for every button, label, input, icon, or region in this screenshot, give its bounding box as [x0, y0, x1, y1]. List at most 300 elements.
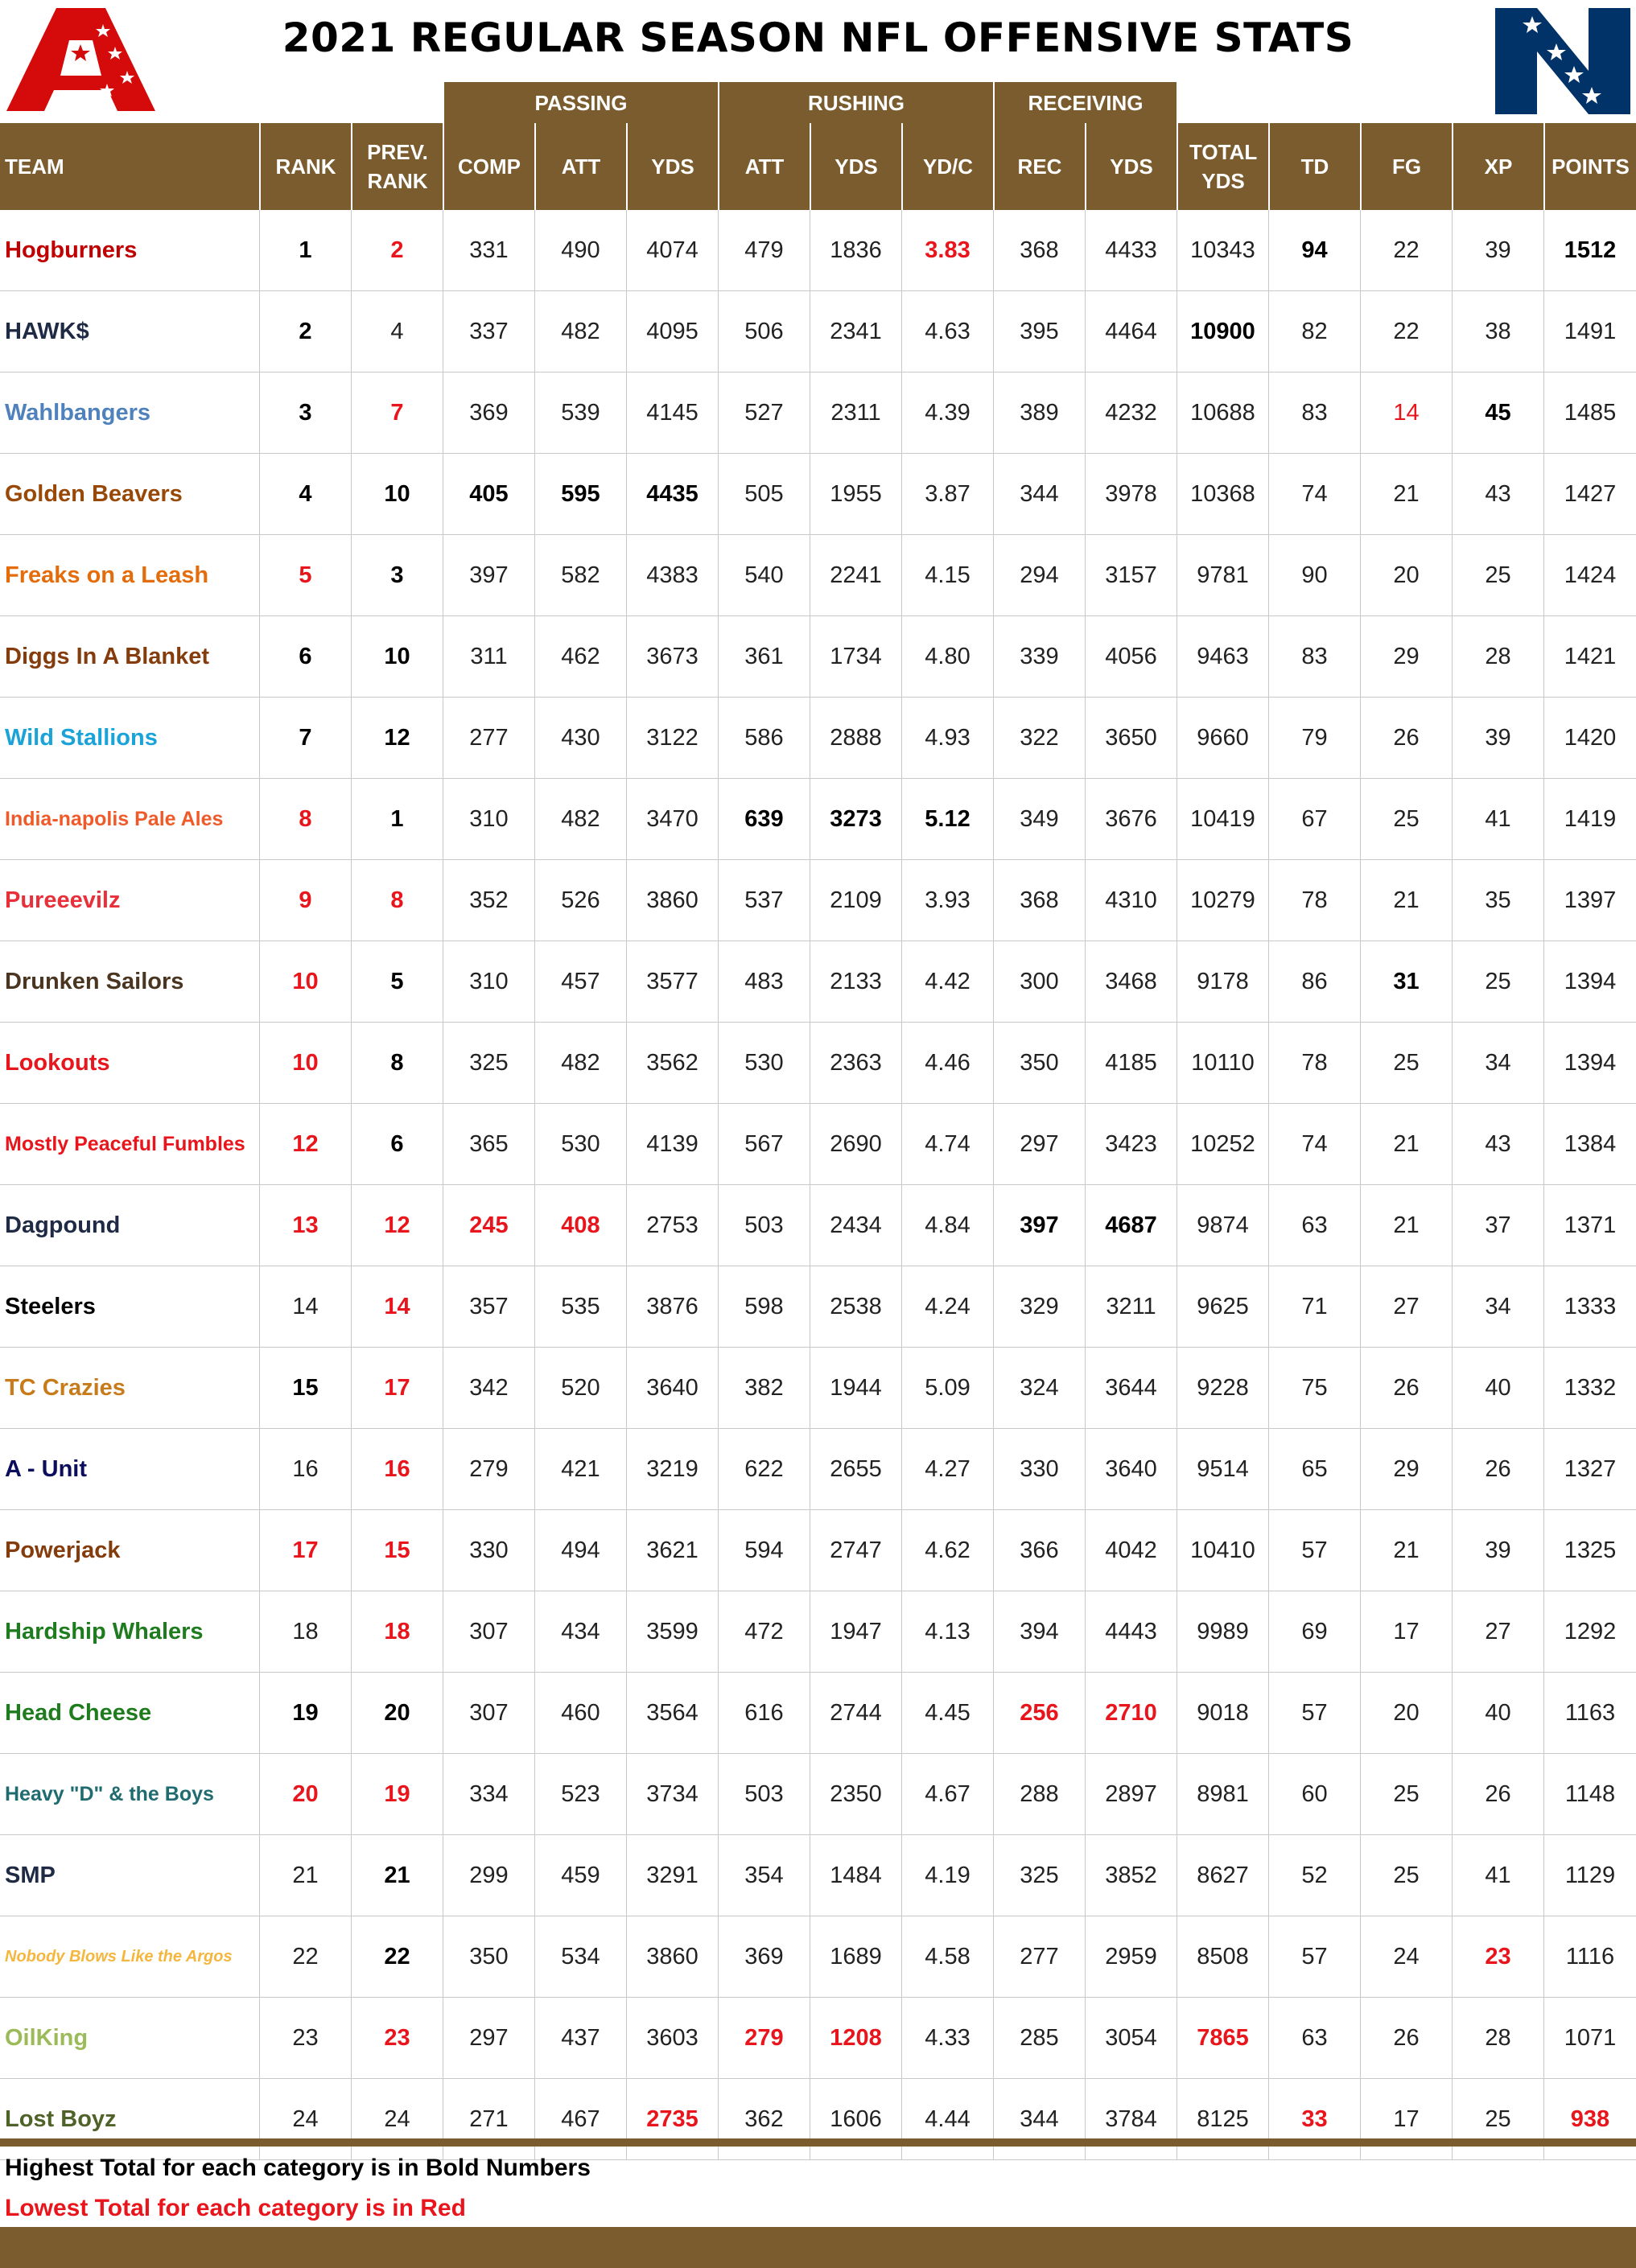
cell-rec-yds: 3784: [1085, 2079, 1177, 2159]
cell-rank: 17: [259, 1510, 351, 1591]
cell-rank: 2: [259, 291, 351, 372]
cell-prev-rank: 16: [351, 1429, 443, 1509]
cell-fg: 20: [1360, 1673, 1452, 1753]
cell-rush-yds: 1947: [810, 1591, 901, 1672]
cell-pass-att: 482: [534, 1023, 626, 1103]
cell-pass-yds: 2753: [626, 1185, 718, 1266]
cell-pass-yds: 3640: [626, 1348, 718, 1428]
table-row: [0, 1998, 1636, 2079]
cell-rank: 24: [259, 2079, 351, 2159]
cell-fg: 21: [1360, 860, 1452, 941]
cell-pass-yds: 3291: [626, 1835, 718, 1916]
cell-td: 65: [1268, 1429, 1360, 1509]
cell-pass-comp: 342: [443, 1348, 534, 1428]
cell-rank: 3: [259, 373, 351, 453]
cell-prev-rank: 10: [351, 454, 443, 534]
team-name: Hardship Whalers: [5, 1618, 204, 1644]
cell-prev-rank: 8: [351, 860, 443, 941]
table-row: [0, 1185, 1636, 1266]
cell-xp: 25: [1452, 535, 1543, 615]
cell-rec-yds: 3211: [1085, 1266, 1177, 1347]
cell-prev-rank: 6: [351, 1104, 443, 1184]
table-row: [0, 860, 1636, 941]
cell-yd-per-carry: 4.45: [901, 1673, 993, 1753]
cell-total-yds: 10343: [1177, 210, 1268, 290]
cell-points: 1384: [1543, 1104, 1636, 1184]
cell-pass-att: 408: [534, 1185, 626, 1266]
cell-pass-comp: 277: [443, 698, 534, 778]
cell-total-yds: 9781: [1177, 535, 1268, 615]
cell-rank: 13: [259, 1185, 351, 1266]
table-row: [0, 535, 1636, 616]
table-row: [0, 1266, 1636, 1348]
table-row: [0, 454, 1636, 535]
cell-rush-yds: 2434: [810, 1185, 901, 1266]
cell-td: 71: [1268, 1266, 1360, 1347]
cell-rush-att: 639: [718, 779, 810, 859]
cell-prev-rank: 18: [351, 1591, 443, 1672]
table-row: [0, 373, 1636, 454]
cell-yd-per-carry: 4.13: [901, 1591, 993, 1672]
cell-pass-att: 467: [534, 2079, 626, 2159]
cell-rank: 10: [259, 1023, 351, 1103]
cell-rank: 8: [259, 779, 351, 859]
cell-pass-att: 459: [534, 1835, 626, 1916]
cell-rush-yds: 2888: [810, 698, 901, 778]
cell-pass-yds: 3564: [626, 1673, 718, 1753]
cell-pass-comp: 350: [443, 1916, 534, 1997]
cell-rank: 12: [259, 1104, 351, 1184]
cell-td: 78: [1268, 1023, 1360, 1103]
cell-yd-per-carry: 4.27: [901, 1429, 993, 1509]
cell-rank: 20: [259, 1754, 351, 1834]
cell-yd-per-carry: 4.63: [901, 291, 993, 372]
cell-td: 90: [1268, 535, 1360, 615]
team-name: Steelers: [5, 1293, 96, 1319]
page-title: 2021 REGULAR SEASON NFL OFFENSIVE STATS: [282, 14, 1354, 61]
cell-pass-comp: 297: [443, 1998, 534, 2078]
cell-pass-comp: 365: [443, 1104, 534, 1184]
table-row: [0, 1510, 1636, 1591]
cell-rush-att: 505: [718, 454, 810, 534]
cell-pass-yds: 3876: [626, 1266, 718, 1347]
cell-pass-comp: 325: [443, 1023, 534, 1103]
cell-points: 1163: [1543, 1673, 1636, 1753]
cell-pass-comp: 307: [443, 1673, 534, 1753]
cell-pass-att: 595: [534, 454, 626, 534]
cell-yd-per-carry: 4.84: [901, 1185, 993, 1266]
cell-td: 63: [1268, 1998, 1360, 2078]
cell-xp: 34: [1452, 1023, 1543, 1103]
cell-td: 67: [1268, 779, 1360, 859]
cell-rank: 4: [259, 454, 351, 534]
cell-pass-comp: 357: [443, 1266, 534, 1347]
cell-rec: 350: [993, 1023, 1085, 1103]
cell-rec-yds: 3676: [1085, 779, 1177, 859]
cell-rush-yds: 2747: [810, 1510, 901, 1591]
cell-xp: 39: [1452, 1510, 1543, 1591]
cell-rec: 344: [993, 2079, 1085, 2159]
cell-yd-per-carry: 3.87: [901, 454, 993, 534]
cell-points: 1327: [1543, 1429, 1636, 1509]
cell-rush-yds: 1944: [810, 1348, 901, 1428]
cell-rush-att: 382: [718, 1348, 810, 1428]
cell-xp: 26: [1452, 1429, 1543, 1509]
cell-rush-att: 479: [718, 210, 810, 290]
cell-rank: 21: [259, 1835, 351, 1916]
cell-total-yds: 8508: [1177, 1916, 1268, 1997]
cell-pass-att: 490: [534, 210, 626, 290]
col-header-yd-per-carry: YD/C: [901, 123, 993, 210]
cell-pass-att: 535: [534, 1266, 626, 1347]
cell-pass-yds: 3734: [626, 1754, 718, 1834]
team-name: Lost Boyz: [5, 2105, 117, 2132]
table-row: [0, 1591, 1636, 1673]
team-name: Freaks on a Leash: [5, 562, 209, 588]
cell-rec: 368: [993, 210, 1085, 290]
col-header-fg: FG: [1360, 123, 1452, 210]
cell-fg: 26: [1360, 1998, 1452, 2078]
group-header-passing: PASSING: [444, 82, 718, 124]
cell-prev-rank: 12: [351, 1185, 443, 1266]
cell-rec: 349: [993, 779, 1085, 859]
cell-total-yds: 10252: [1177, 1104, 1268, 1184]
cell-fg: 24: [1360, 1916, 1452, 1997]
cell-prev-rank: 7: [351, 373, 443, 453]
cell-rec: 325: [993, 1835, 1085, 1916]
cell-rec: 322: [993, 698, 1085, 778]
cell-prev-rank: 19: [351, 1754, 443, 1834]
cell-pass-comp: 405: [443, 454, 534, 534]
footer-bar: [0, 2227, 1636, 2268]
cell-fg: 21: [1360, 1510, 1452, 1591]
cell-fg: 29: [1360, 616, 1452, 697]
cell-total-yds: 9463: [1177, 616, 1268, 697]
cell-rush-att: 369: [718, 1916, 810, 1997]
cell-total-yds: 9178: [1177, 941, 1268, 1022]
cell-points: 1394: [1543, 1023, 1636, 1103]
cell-xp: 37: [1452, 1185, 1543, 1266]
table-row: [0, 1673, 1636, 1754]
table-row: [0, 941, 1636, 1023]
cell-rush-yds: 2133: [810, 941, 901, 1022]
col-header-td: TD: [1268, 123, 1360, 210]
cell-yd-per-carry: 4.46: [901, 1023, 993, 1103]
cell-xp: 43: [1452, 454, 1543, 534]
cell-fg: 14: [1360, 373, 1452, 453]
cell-prev-rank: 23: [351, 1998, 443, 2078]
cell-prev-rank: 4: [351, 291, 443, 372]
cell-pass-yds: 3621: [626, 1510, 718, 1591]
cell-rec-yds: 4687: [1085, 1185, 1177, 1266]
col-header-rush-att: ATT: [718, 123, 810, 210]
cell-rec-yds: 3054: [1085, 1998, 1177, 2078]
cell-points: 1116: [1543, 1916, 1636, 1997]
cell-xp: 40: [1452, 1673, 1543, 1753]
legend-note-bold: Highest Total for each category is in Bold Numbers: [5, 2155, 591, 2181]
cell-rush-yds: 2538: [810, 1266, 901, 1347]
cell-total-yds: 10279: [1177, 860, 1268, 941]
team-name: TC Crazies: [5, 1374, 126, 1401]
cell-yd-per-carry: 4.44: [901, 2079, 993, 2159]
team-name: Wahlbangers: [5, 399, 151, 426]
cell-prev-rank: 22: [351, 1916, 443, 1997]
stats-table: [0, 210, 1636, 2160]
cell-pass-att: 457: [534, 941, 626, 1022]
cell-points: 1292: [1543, 1591, 1636, 1672]
team-name: Dagpound: [5, 1212, 121, 1238]
cell-yd-per-carry: 4.33: [901, 1998, 993, 2078]
cell-td: 60: [1268, 1754, 1360, 1834]
cell-points: 1129: [1543, 1835, 1636, 1916]
cell-td: 57: [1268, 1916, 1360, 1997]
cell-rush-yds: 1955: [810, 454, 901, 534]
cell-td: 52: [1268, 1835, 1360, 1916]
team-name: HAWK$: [5, 318, 89, 344]
cell-xp: 43: [1452, 1104, 1543, 1184]
cell-rec-yds: 4433: [1085, 210, 1177, 290]
cell-rush-yds: 3273: [810, 779, 901, 859]
cell-rank: 22: [259, 1916, 351, 1997]
cell-rush-att: 616: [718, 1673, 810, 1753]
team-name: Lookouts: [5, 1049, 110, 1076]
cell-pass-att: 482: [534, 291, 626, 372]
cell-rush-att: 537: [718, 860, 810, 941]
table-bottom-rule: [0, 2138, 1636, 2147]
cell-xp: 40: [1452, 1348, 1543, 1428]
cell-total-yds: 7865: [1177, 1998, 1268, 2078]
cell-rush-att: 540: [718, 535, 810, 615]
cell-pass-yds: 4095: [626, 291, 718, 372]
group-header-rushing: RUSHING: [719, 82, 993, 124]
cell-prev-rank: 14: [351, 1266, 443, 1347]
cell-xp: 41: [1452, 1835, 1543, 1916]
legend-note-red: Lowest Total for each category is in Red: [5, 2195, 466, 2221]
cell-prev-rank: 15: [351, 1510, 443, 1591]
cell-rush-att: 503: [718, 1185, 810, 1266]
cell-td: 86: [1268, 941, 1360, 1022]
cell-rank: 18: [259, 1591, 351, 1672]
nfc-logo: [1495, 8, 1630, 114]
col-header-rec: REC: [993, 123, 1085, 210]
cell-rank: 19: [259, 1673, 351, 1753]
cell-yd-per-carry: 4.74: [901, 1104, 993, 1184]
cell-prev-rank: 5: [351, 941, 443, 1022]
cell-yd-per-carry: 4.62: [901, 1510, 993, 1591]
cell-pass-yds: 3860: [626, 860, 718, 941]
cell-points: 1485: [1543, 373, 1636, 453]
team-name: Diggs In A Blanket: [5, 643, 210, 669]
cell-rush-att: 530: [718, 1023, 810, 1103]
cell-fg: 25: [1360, 779, 1452, 859]
cell-prev-rank: 12: [351, 698, 443, 778]
cell-xp: 41: [1452, 779, 1543, 859]
cell-pass-yds: 4435: [626, 454, 718, 534]
cell-pass-comp: 337: [443, 291, 534, 372]
cell-rush-yds: 1836: [810, 210, 901, 290]
cell-td: 57: [1268, 1510, 1360, 1591]
cell-pass-comp: 245: [443, 1185, 534, 1266]
cell-fg: 22: [1360, 210, 1452, 290]
cell-points: 1071: [1543, 1998, 1636, 2078]
cell-points: 1148: [1543, 1754, 1636, 1834]
cell-points: 1325: [1543, 1510, 1636, 1591]
cell-rec-yds: 3640: [1085, 1429, 1177, 1509]
team-name: Heavy "D" & the Boys: [5, 1782, 214, 1805]
cell-fg: 20: [1360, 535, 1452, 615]
cell-prev-rank: 8: [351, 1023, 443, 1103]
cell-xp: 26: [1452, 1754, 1543, 1834]
cell-rec-yds: 2710: [1085, 1673, 1177, 1753]
cell-fg: 21: [1360, 1185, 1452, 1266]
cell-total-yds: 9018: [1177, 1673, 1268, 1753]
cell-rec: 288: [993, 1754, 1085, 1834]
cell-points: 1371: [1543, 1185, 1636, 1266]
cell-rec-yds: 3650: [1085, 698, 1177, 778]
cell-td: 74: [1268, 1104, 1360, 1184]
cell-rec: 277: [993, 1916, 1085, 1997]
cell-rec-yds: 3644: [1085, 1348, 1177, 1428]
table-row: [0, 698, 1636, 779]
cell-rush-yds: 2690: [810, 1104, 901, 1184]
cell-rank: 10: [259, 941, 351, 1022]
table-row: [0, 1835, 1636, 1916]
cell-rec: 300: [993, 941, 1085, 1022]
cell-rec-yds: 4232: [1085, 373, 1177, 453]
cell-rush-yds: 2311: [810, 373, 901, 453]
cell-rec: 329: [993, 1266, 1085, 1347]
cell-td: 83: [1268, 373, 1360, 453]
cell-pass-yds: 4145: [626, 373, 718, 453]
cell-rec: 395: [993, 291, 1085, 372]
cell-pass-att: 460: [534, 1673, 626, 1753]
cell-rec: 366: [993, 1510, 1085, 1591]
cell-total-yds: 8125: [1177, 2079, 1268, 2159]
cell-fg: 21: [1360, 454, 1452, 534]
table-row: [0, 1429, 1636, 1510]
cell-rank: 7: [259, 698, 351, 778]
cell-yd-per-carry: 4.67: [901, 1754, 993, 1834]
cell-rec: 368: [993, 860, 1085, 941]
cell-pass-att: 534: [534, 1916, 626, 1997]
cell-pass-comp: 279: [443, 1429, 534, 1509]
cell-pass-yds: 3122: [626, 698, 718, 778]
cell-total-yds: 8981: [1177, 1754, 1268, 1834]
cell-rank: 1: [259, 210, 351, 290]
cell-rec: 344: [993, 454, 1085, 534]
cell-yd-per-carry: 3.93: [901, 860, 993, 941]
cell-rec-yds: 3852: [1085, 1835, 1177, 1916]
col-header-xp: XP: [1452, 123, 1543, 210]
cell-xp: 39: [1452, 210, 1543, 290]
cell-rank: 5: [259, 535, 351, 615]
cell-rush-yds: 2744: [810, 1673, 901, 1753]
cell-yd-per-carry: 5.12: [901, 779, 993, 859]
cell-pass-att: 526: [534, 860, 626, 941]
cell-pass-comp: 310: [443, 779, 534, 859]
cell-rush-yds: 2241: [810, 535, 901, 615]
cell-fg: 29: [1360, 1429, 1452, 1509]
cell-rush-att: 567: [718, 1104, 810, 1184]
cell-pass-comp: 271: [443, 2079, 534, 2159]
cell-points: 1424: [1543, 535, 1636, 615]
cell-prev-rank: 3: [351, 535, 443, 615]
cell-rank: 6: [259, 616, 351, 697]
cell-rec: 256: [993, 1673, 1085, 1753]
cell-rush-yds: 1208: [810, 1998, 901, 2078]
cell-total-yds: 10419: [1177, 779, 1268, 859]
team-name: Powerjack: [5, 1537, 121, 1563]
cell-fg: 25: [1360, 1754, 1452, 1834]
cell-pass-comp: 311: [443, 616, 534, 697]
cell-fg: 17: [1360, 2079, 1452, 2159]
cell-rush-att: 598: [718, 1266, 810, 1347]
cell-rush-att: 483: [718, 941, 810, 1022]
table-row: [0, 1348, 1636, 1429]
cell-rush-att: 527: [718, 373, 810, 453]
cell-points: 1394: [1543, 941, 1636, 1022]
col-header-pass-comp: COMP: [443, 123, 534, 210]
cell-pass-att: 530: [534, 1104, 626, 1184]
cell-td: 74: [1268, 454, 1360, 534]
cell-prev-rank: 24: [351, 2079, 443, 2159]
team-name: Hogburners: [5, 237, 138, 263]
cell-xp: 27: [1452, 1591, 1543, 1672]
cell-pass-yds: 4383: [626, 535, 718, 615]
team-name: Pureeevilz: [5, 887, 121, 913]
cell-pass-yds: 3219: [626, 1429, 718, 1509]
cell-points: 1512: [1543, 210, 1636, 290]
team-name: Mostly Peaceful Fumbles: [5, 1132, 245, 1155]
cell-xp: 23: [1452, 1916, 1543, 1997]
cell-rec-yds: 3978: [1085, 454, 1177, 534]
cell-pass-yds: 3470: [626, 779, 718, 859]
cell-rec-yds: 4185: [1085, 1023, 1177, 1103]
cell-pass-comp: 352: [443, 860, 534, 941]
cell-pass-att: 434: [534, 1591, 626, 1672]
cell-total-yds: 8627: [1177, 1835, 1268, 1916]
cell-pass-comp: 369: [443, 373, 534, 453]
cell-rec-yds: 3157: [1085, 535, 1177, 615]
cell-yd-per-carry: 4.19: [901, 1835, 993, 1916]
cell-rank: 14: [259, 1266, 351, 1347]
table-row: [0, 210, 1636, 291]
col-header-points: POINTS: [1543, 123, 1636, 210]
cell-xp: 38: [1452, 291, 1543, 372]
cell-rank: 16: [259, 1429, 351, 1509]
cell-fg: 27: [1360, 1266, 1452, 1347]
cell-rush-yds: 1734: [810, 616, 901, 697]
cell-rush-att: 472: [718, 1591, 810, 1672]
cell-pass-yds: 3603: [626, 1998, 718, 2078]
cell-pass-att: 523: [534, 1754, 626, 1834]
col-header-team: TEAM: [5, 154, 64, 179]
cell-pass-yds: 4074: [626, 210, 718, 290]
cell-rush-att: 362: [718, 2079, 810, 2159]
cell-total-yds: 10900: [1177, 291, 1268, 372]
cell-td: 78: [1268, 860, 1360, 941]
cell-rec-yds: 2959: [1085, 1916, 1177, 1997]
cell-yd-per-carry: 4.80: [901, 616, 993, 697]
team-name: A - Unit: [5, 1455, 88, 1482]
team-name: Golden Beavers: [5, 480, 183, 507]
cell-rush-yds: 2109: [810, 860, 901, 941]
cell-pass-att: 482: [534, 779, 626, 859]
cell-rush-att: 506: [718, 291, 810, 372]
cell-yd-per-carry: 4.42: [901, 941, 993, 1022]
cell-fg: 26: [1360, 698, 1452, 778]
col-header-pass-yds: YDS: [626, 123, 718, 210]
